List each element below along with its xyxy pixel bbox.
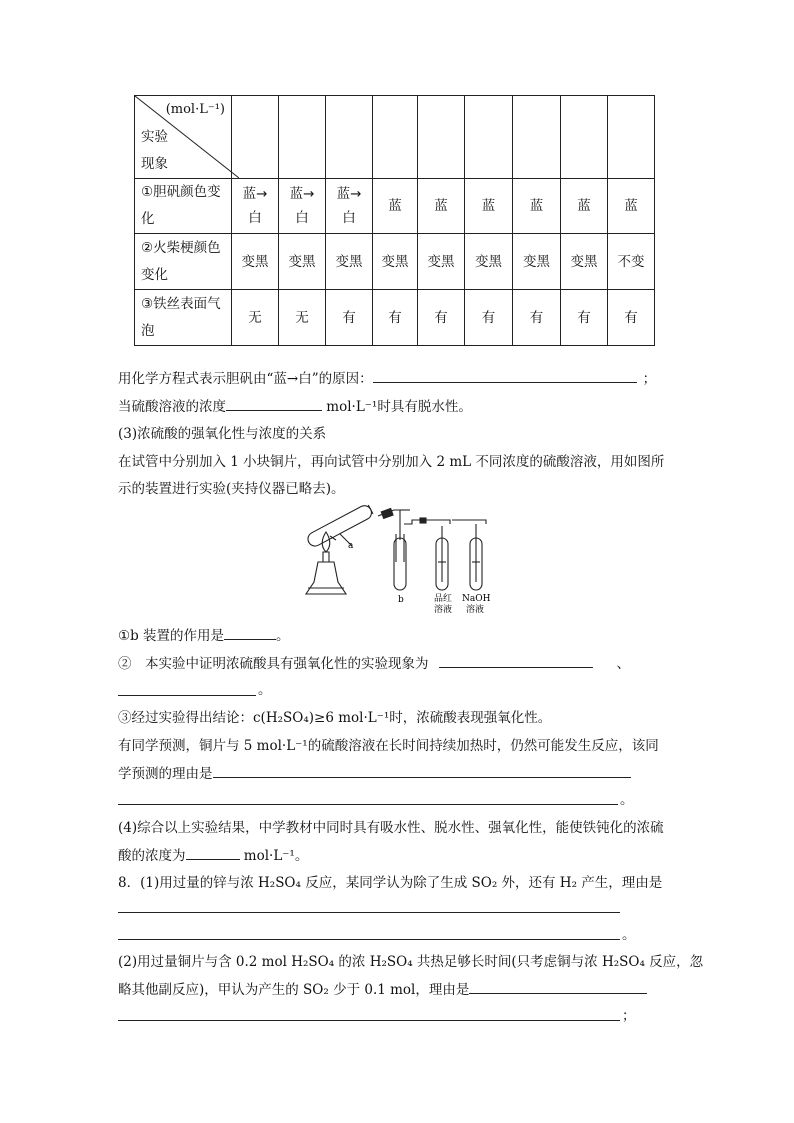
table-cell: 有 xyxy=(608,290,655,346)
table-cell: 蓝→白 xyxy=(326,179,373,234)
answer-blank[interactable] xyxy=(118,1019,620,1021)
question-2: ② 本实验中证明浓硫酸具有强氧化性的实验现象为 、 xyxy=(118,653,630,674)
header-unit: (mol·L⁻¹) xyxy=(165,102,225,117)
table-row xyxy=(135,179,655,234)
table-cell: 无 xyxy=(232,290,279,346)
conc-cell xyxy=(608,96,655,179)
question-equation: 用化学方程式表示胆矾由“蓝→白”的原因： ； xyxy=(118,368,656,389)
section-4-para-1: (4)综合以上实验结果，中学教材中同时具有吸水性、脱水性、强氧化性，能使铁钝化的浓硫 xyxy=(118,820,664,836)
label-pinhong-2: 溶液 xyxy=(434,605,453,615)
question-4-para-2: 学预测的理由是 xyxy=(118,763,631,784)
label-naoh-2: 溶液 xyxy=(466,605,485,615)
table-row xyxy=(135,234,655,290)
section-3-para-2: 示的装置进行实验(夹持仪器已略去)。 xyxy=(118,481,345,497)
answer-blank[interactable] xyxy=(469,979,647,994)
answer-blank[interactable] xyxy=(118,803,618,805)
table-cell: 变黑 xyxy=(232,234,279,290)
table-cell: 蓝→白 xyxy=(232,179,279,234)
table-cell: 变黑 xyxy=(373,234,418,290)
table-cell: 有 xyxy=(465,290,513,346)
conc-cell xyxy=(279,96,326,179)
answer-blank[interactable] xyxy=(224,625,276,640)
question-3: ③经过实验得出结论：c(H₂SO₄)≥6 mol·L⁻¹时，浓硫酸表现强氧化性。 xyxy=(118,710,552,726)
answer-blank[interactable] xyxy=(226,396,322,411)
alcohol-lamp xyxy=(306,562,346,594)
table-cell: 有 xyxy=(326,290,373,346)
question-1: ①b 装置的作用是 。 xyxy=(118,625,290,646)
table-cell: 变黑 xyxy=(513,234,561,290)
table-cell: 有 xyxy=(418,290,465,346)
row-label: ②火柴梗颜色 变化 xyxy=(135,234,232,290)
answer-blank[interactable] xyxy=(213,763,631,778)
problem-8-2-line-1: (2)用过量铜片与含 0.2 mol H₂SO₄ 的浓 H₂SO₄ 共热足够长时间(只考虑铜与浓 H₂SO₄ 反应，忽 xyxy=(118,954,704,970)
conc-cell xyxy=(326,96,373,179)
problem-8-2-end: ； xyxy=(622,1008,636,1024)
table-cell: 变黑 xyxy=(561,234,608,290)
table-cell: 蓝 xyxy=(513,179,561,234)
table-cell: 无 xyxy=(279,290,326,346)
table-cell: 有 xyxy=(513,290,561,346)
diagonal-header-cell xyxy=(135,96,232,179)
answer-blank[interactable] xyxy=(186,845,240,860)
table-cell: 蓝 xyxy=(561,179,608,234)
table-cell: 变黑 xyxy=(279,234,326,290)
table-cell: 蓝 xyxy=(418,179,465,234)
table-header-row xyxy=(135,96,655,179)
conc-cell xyxy=(513,96,561,179)
table-cell: 蓝 xyxy=(608,179,655,234)
apparatus-figure xyxy=(300,502,500,617)
table-cell: 不变 xyxy=(608,234,655,290)
table-row xyxy=(135,290,655,346)
table-cell: 有 xyxy=(373,290,418,346)
problem-8-1: 8．(1)用过量的锌与浓 H₂SO₄ 反应，某同学认为除了生成 SO₂ 外，还有 H₂ 产生，理由是 xyxy=(118,875,663,891)
section-3-para-1: 在试管中分别加入 1 小块铜片，再向试管中分别加入 2 mL 不同浓度的硫酸溶液，用如图所 xyxy=(118,454,665,470)
question-2-end: 。 xyxy=(258,682,272,698)
answer-blank[interactable] xyxy=(118,694,256,696)
answer-blank[interactable] xyxy=(439,653,593,668)
problem-8-2-line-2: 略其他副反应)，甲认为产生的 SO₂ 少于 0.1 mol，理由是 xyxy=(118,979,647,1000)
conc-cell xyxy=(373,96,418,179)
question-4-end: 。 xyxy=(620,792,634,808)
table-cell: 蓝→白 xyxy=(279,179,326,234)
section-3-title: (3)浓硫酸的强氧化性与浓度的关系 xyxy=(118,426,327,442)
table-cell: 蓝 xyxy=(465,179,513,234)
table-cell: 有 xyxy=(561,290,608,346)
question-4-para-1: 有同学预测，铜片与 5 mol·L⁻¹的硫酸溶液在长时间持续加热时，仍然可能发生反应，该同 xyxy=(118,738,659,754)
label-naoh-1: NaOH xyxy=(462,594,491,604)
row-label: ①胆矾颜色变 化 xyxy=(135,179,232,234)
header-label: 实验 现象 xyxy=(141,129,168,172)
conc-cell xyxy=(561,96,608,179)
row-label: ③铁丝表面气 泡 xyxy=(135,290,232,346)
question-dehydration: 当硫酸溶液的浓度 mol·L⁻¹时具有脱水性。 xyxy=(118,396,472,417)
table-cell: 变黑 xyxy=(465,234,513,290)
answer-blank[interactable] xyxy=(373,368,637,383)
conc-cell xyxy=(418,96,465,179)
table-cell: 变黑 xyxy=(418,234,465,290)
table-cell: 变黑 xyxy=(326,234,373,290)
problem-8-1-end: 。 xyxy=(622,927,636,943)
label-pinhong-1: 品红 xyxy=(434,594,453,604)
answer-blank[interactable] xyxy=(118,911,620,913)
label-b: b xyxy=(398,595,404,605)
conc-cell xyxy=(465,96,513,179)
label-a: a xyxy=(348,541,354,551)
experiment-table xyxy=(134,95,655,346)
section-4-para-2: 酸的浓度为 mol·L⁻¹。 xyxy=(118,845,308,866)
table-cell: 蓝 xyxy=(373,179,418,234)
answer-blank[interactable] xyxy=(118,938,620,940)
